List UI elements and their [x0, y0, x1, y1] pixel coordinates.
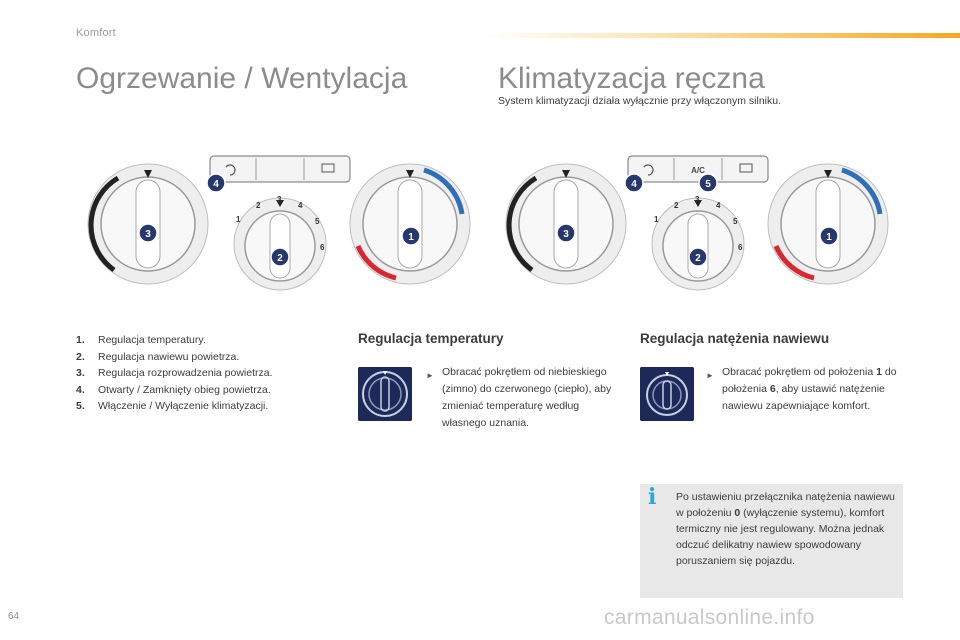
- airflow-section-title: Regulacja natężenia nawiewu: [640, 331, 830, 346]
- info-text: Po ustawieniu przełącznika natężenia nawiewu w położeniu 0 (wyłączenie systemu), komfort termiczny nie jest regulowany. Można jednak odczuć delikatny nawiew spowodowany poruszaniem się pojazdu.: [676, 491, 895, 567]
- header-accent-bar: [486, 33, 960, 38]
- callout-4: [207, 174, 225, 192]
- callout-3: [139, 224, 157, 242]
- legend-item: 2. Regulacja nawiewu powietrza.: [76, 350, 240, 363]
- callout-2: [689, 248, 707, 266]
- controls-legend: [76, 332, 346, 415]
- callout-5: [699, 174, 717, 192]
- button-strip: [210, 156, 350, 182]
- svg-text:4: 4: [631, 179, 637, 190]
- fan-dial-thumbnail: [640, 367, 694, 421]
- temperature-dial: [350, 164, 470, 284]
- button-strip-ac: [628, 156, 768, 182]
- temperature-instruction: ► Obracać pokrętłem od niebieskiego (zimno) do czerwonego (ciepło), aby zmieniać temperaturę według własnego uznania.: [426, 364, 612, 432]
- manual-ac-subtitle: System klimatyzacji działa wyłącznie przy włączonym silniku.: [498, 95, 781, 107]
- legend-item: 3. Regulacja rozprowadzenia powietrza.: [76, 367, 273, 379]
- svg-text:1: 1: [826, 232, 832, 243]
- svg-text:3: 3: [563, 229, 569, 240]
- airflow-instruction: ► Obracać pokrętłem od położenia 1 do położenia 6, aby ustawić natężenie nawiewu zapewniające komfort.: [706, 364, 906, 415]
- fan-scale-4: 4: [298, 201, 303, 210]
- fan-dial: [652, 195, 744, 290]
- fan-scale-5: 5: [315, 217, 320, 226]
- callout-4: [625, 174, 643, 192]
- legend-item: 4. Otwarty / Zamknięty obieg powietrza.: [76, 383, 271, 396]
- section-label: Komfort: [76, 27, 116, 39]
- legend-item: 5. Włączenie / Wyłączenie klimatyzacji.: [76, 400, 269, 412]
- arrow-bullet-icon: ►: [706, 371, 714, 380]
- callout-1: [820, 227, 838, 245]
- ac-button-label: A/C: [691, 166, 705, 175]
- info-icon: i: [648, 484, 657, 510]
- fan-scale-5: 5: [733, 217, 738, 226]
- callout-2: [271, 248, 289, 266]
- watermark: carmanualsonline.info: [604, 606, 815, 629]
- fan-scale-3: 3: [277, 195, 282, 204]
- fan-dial: [234, 195, 326, 290]
- fan-scale-6: 6: [320, 243, 325, 252]
- fan-scale-1: 1: [654, 215, 659, 224]
- manual-ac-title: Klimatyzacja ręczna: [498, 62, 765, 95]
- fan-scale-3: 3: [695, 195, 700, 204]
- svg-text:1: 1: [408, 232, 414, 243]
- temperature-dial: [768, 164, 888, 284]
- svg-text:2: 2: [277, 253, 283, 264]
- fan-scale-6: 6: [738, 243, 743, 252]
- temperature-section-title: Regulacja temperatury: [358, 331, 504, 346]
- svg-text:5: 5: [705, 179, 711, 190]
- arrow-bullet-icon: ►: [426, 371, 434, 380]
- ac-control-panel-illustration: [502, 152, 898, 292]
- heating-control-panel-illustration: [84, 152, 480, 292]
- fan-scale-2: 2: [256, 201, 261, 210]
- heating-ventilation-title: Ogrzewanie / Wentylacja: [76, 62, 408, 95]
- svg-text:4: 4: [213, 179, 219, 190]
- legend-item: 1. Regulacja temperatury.: [76, 334, 206, 346]
- svg-text:3: 3: [145, 229, 151, 240]
- callout-3: [557, 224, 575, 242]
- page-number: 64: [8, 611, 20, 622]
- fan-scale-2: 2: [674, 201, 679, 210]
- callout-1: [402, 227, 420, 245]
- fan-scale-4: 4: [716, 201, 721, 210]
- svg-text:2: 2: [695, 253, 701, 264]
- fan-scale-1: 1: [236, 215, 241, 224]
- temperature-dial-thumbnail: [358, 367, 412, 421]
